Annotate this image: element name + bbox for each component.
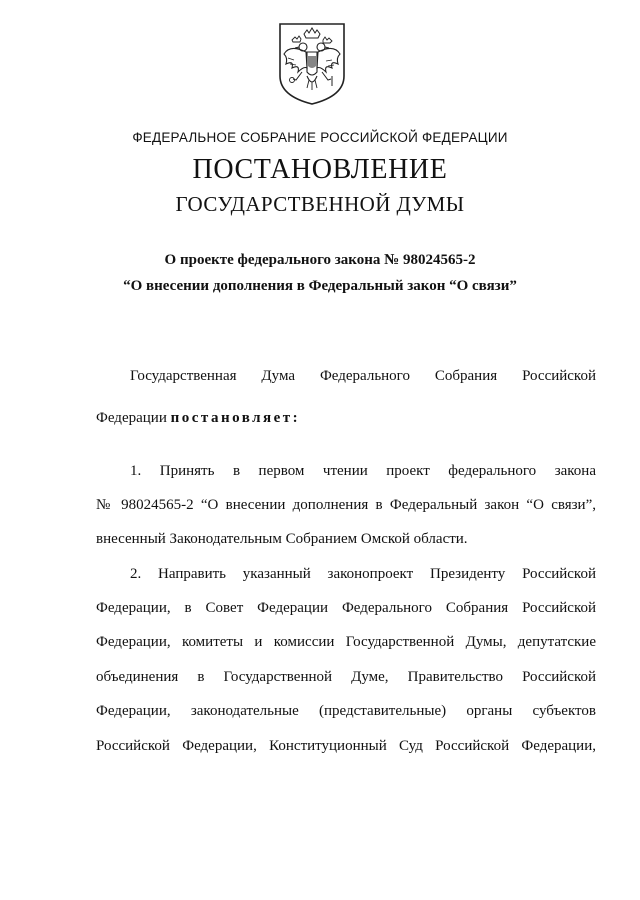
document-subtitle: ГОСУДАРСТВЕННОЙ ДУМЫ xyxy=(175,192,465,216)
coat-of-arms-emblem xyxy=(276,20,348,106)
paragraph-1-line-2: № 98024565-2 “О внесении дополнения в Федеральный закон “О связи”, xyxy=(96,497,596,513)
paragraph-2-line-1: 2. Направить указанный законопроект Президенту Российской xyxy=(130,566,596,582)
paragraph-2-line-4: объединения в Государственной Думе, Правительство Российской xyxy=(96,669,596,685)
paragraph-2-line-3: Федерации, комитеты и комиссии Государственной Думы, депутатские xyxy=(96,634,596,650)
intro-line-2 xyxy=(96,410,596,427)
subject-line-2: “О внесении дополнения в Федеральный закон “О связи” xyxy=(123,278,517,294)
paragraph-2-line-5: Федерации, законодательные (представительные) органы субъектов xyxy=(96,703,596,719)
paragraph-1-line-1: 1. Принять в первом чтении проект федерального закона xyxy=(130,463,596,479)
intro-prefix: Федерации xyxy=(96,410,171,426)
document-title: ПОСТАНОВЛЕНИЕ xyxy=(192,154,448,185)
resolution-verb: постановляет: xyxy=(170,410,301,426)
paragraph-1-line-3: внесенный Законодательным Собранием Омской области. xyxy=(96,531,468,547)
paragraph-2-line-2: Федерации, в Совет Федерации Федерального Собрания Российской xyxy=(96,600,596,616)
subject-line-1: О проекте федерального закона № 98024565-2 xyxy=(164,252,476,268)
intro-line-1: Государственная Дума Федерального Собрания Российской xyxy=(130,368,596,384)
paragraph-2-line-6: Российской Федерации, Конституционный Суд Российской Федерации, xyxy=(96,738,596,754)
organization-heading: ФЕДЕРАЛЬНОЕ СОБРАНИЕ РОССИЙСКОЙ ФЕДЕРАЦИИ xyxy=(132,130,508,145)
